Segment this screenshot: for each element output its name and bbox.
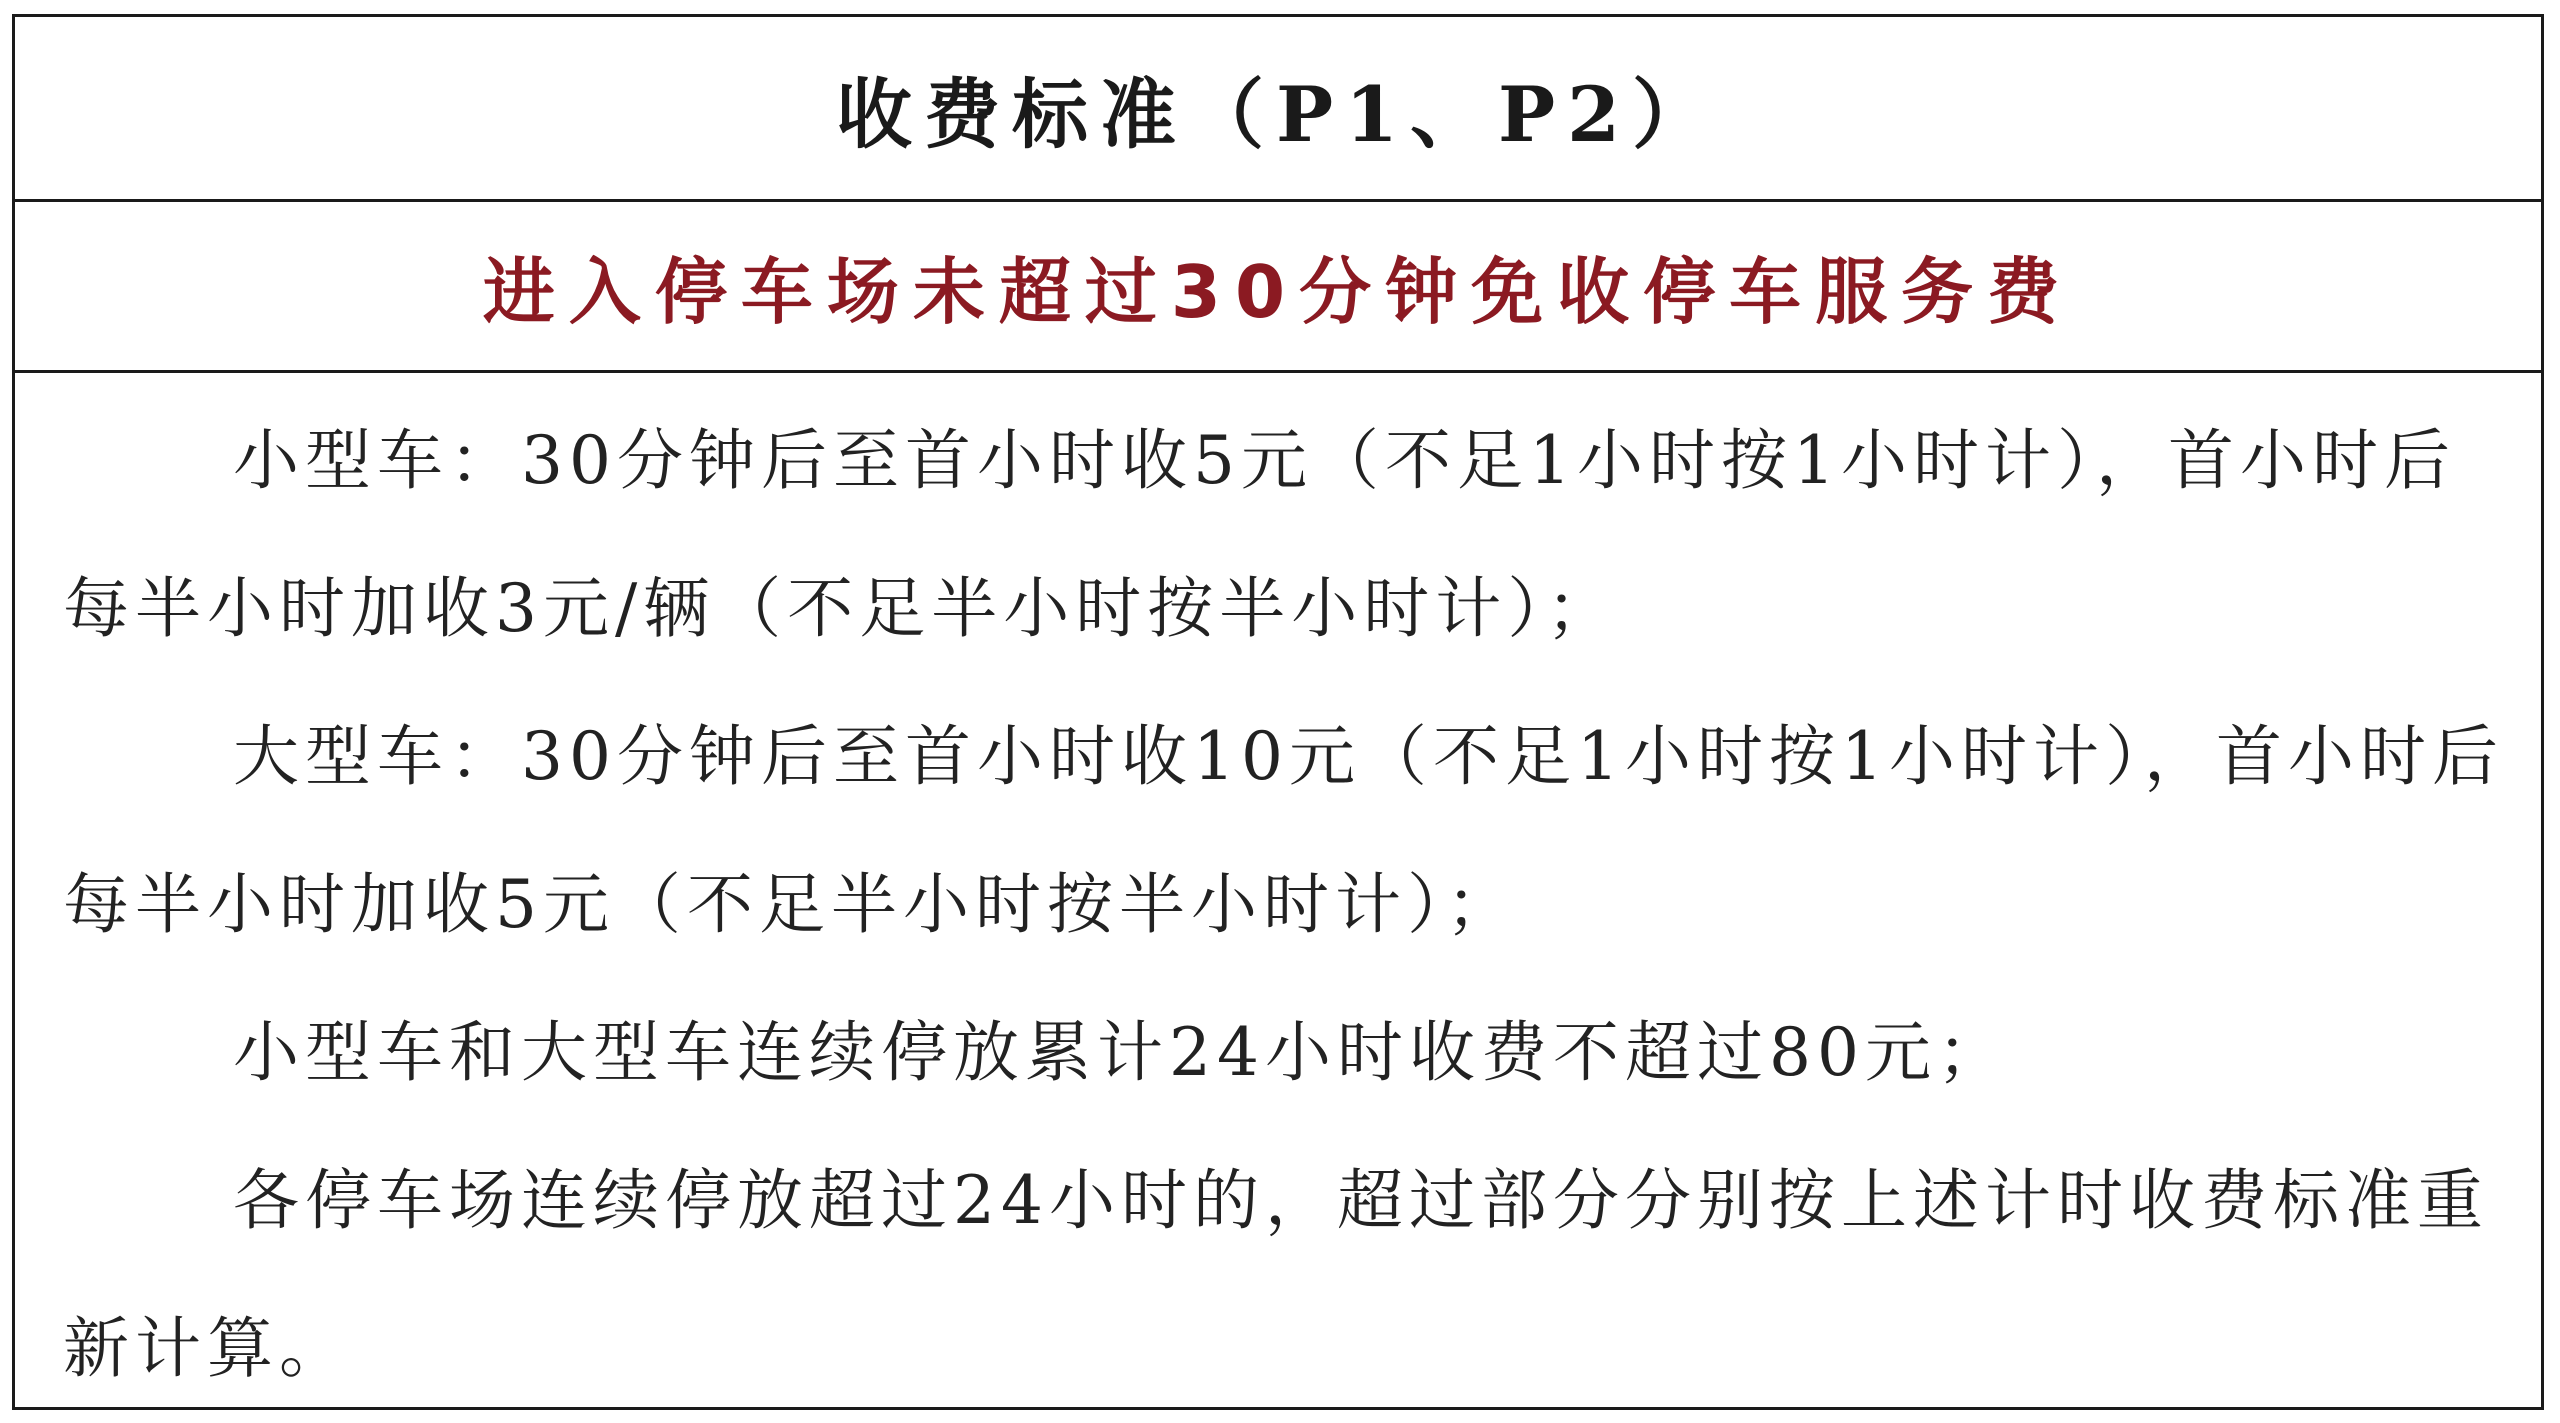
rule-over-24h: 各停车场连续停放超过24小时的，超过部分分别按上述计时收费标准重新计算。 bbox=[63, 1162, 2489, 1387]
rules-body bbox=[63, 387, 2511, 1423]
free-parking-notice: 进入停车场未超过30分钟免收停车服务费 bbox=[482, 250, 2074, 334]
rule-large-vehicle: 大型车：30分钟后至首小时收10元（不足1小时按1小时计），首小时后每半小时加收5元（不足半小时按半小时计）； bbox=[63, 718, 2504, 943]
notice-row bbox=[15, 202, 2541, 370]
title-row bbox=[15, 17, 2541, 199]
rule-daily-cap: 小型车和大型车连续停放累计24小时收费不超过80元； bbox=[233, 1014, 2009, 1091]
fee-standard-table bbox=[12, 14, 2544, 1410]
table-title: 收费标准（P1、P2） bbox=[835, 69, 1721, 159]
rule-small-vehicle: 小型车：30分钟后至首小时收5元（不足1小时按1小时计），首小时后每半小时加收3元/辆（不足半小时按半小时计）； bbox=[63, 422, 2456, 647]
divider-notice bbox=[15, 370, 2541, 373]
